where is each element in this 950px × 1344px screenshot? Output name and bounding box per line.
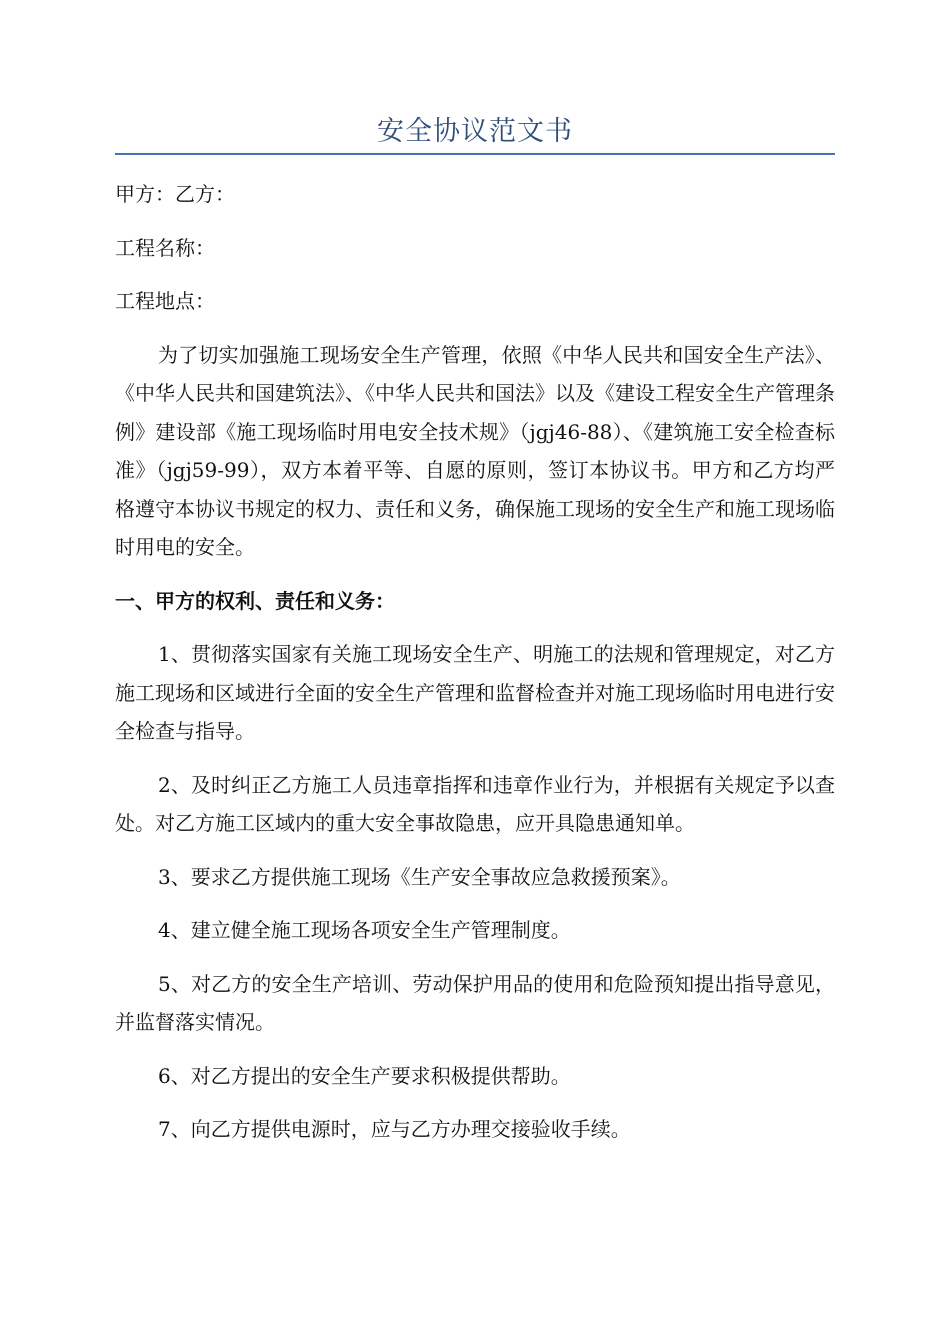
clause-item: 1、贯彻落实国家有关施工现场安全生产、明施工的法规和管理规定，对乙方施工现场和区域进行全面的安全生产管理和监督检查并对施工现场临时用电进行安全检查与指导。	[115, 642, 835, 743]
clause-item: 5、对乙方的安全生产培训、劳动保护用品的使用和危险预知提出指导意见，并监督落实情况。	[115, 971, 835, 1034]
title-underline	[115, 153, 835, 155]
clause-item: 6、对乙方提出的安全生产要求积极提供帮助。	[158, 1063, 571, 1088]
clause-item: 2、及时纠正乙方施工人员违章指挥和违章作业行为，并根据有关规定予以查处。对乙方施工区域内的重大安全事故隐患，应开具隐患通知单。	[115, 772, 835, 835]
party-line: 甲方：乙方：	[115, 182, 235, 206]
project-location-field: 工程地点：	[115, 289, 215, 313]
clause-item: 4、建立健全施工现场各项安全生产管理制度。	[158, 918, 571, 942]
document-body	[115, 175, 835, 1164]
project-name-field: 工程名称：	[115, 235, 215, 260]
clause-item: 3、要求乙方提供施工现场《生产安全事故应急救援预案》。	[158, 864, 681, 889]
section-heading: 一、甲方的权利、责任和义务：	[115, 588, 395, 613]
clause-item: 7、向乙方提供电源时，应与乙方办理交接验收手续。	[158, 1117, 631, 1141]
document-title: 安全协议范文书	[377, 116, 573, 147]
intro-paragraph: 为了切实加强施工现场安全生产管理，依照《中华人民共和国安全生产法》、《中华人民共和国建筑法》、《中华人民共和国法》以及《建设工程安全生产管理条例》建设部《施工现场临时用电安全技术规》（jgj46-88）、《建筑施工安全检查标准》（jgj59-99），双方本着平等、自愿的原则，签订本协议书。甲方和乙方均严格遵守本协议书规定的权力、责任和义务，确保施工现场的安全生产和施工现场临时用电的安全。	[115, 342, 835, 559]
